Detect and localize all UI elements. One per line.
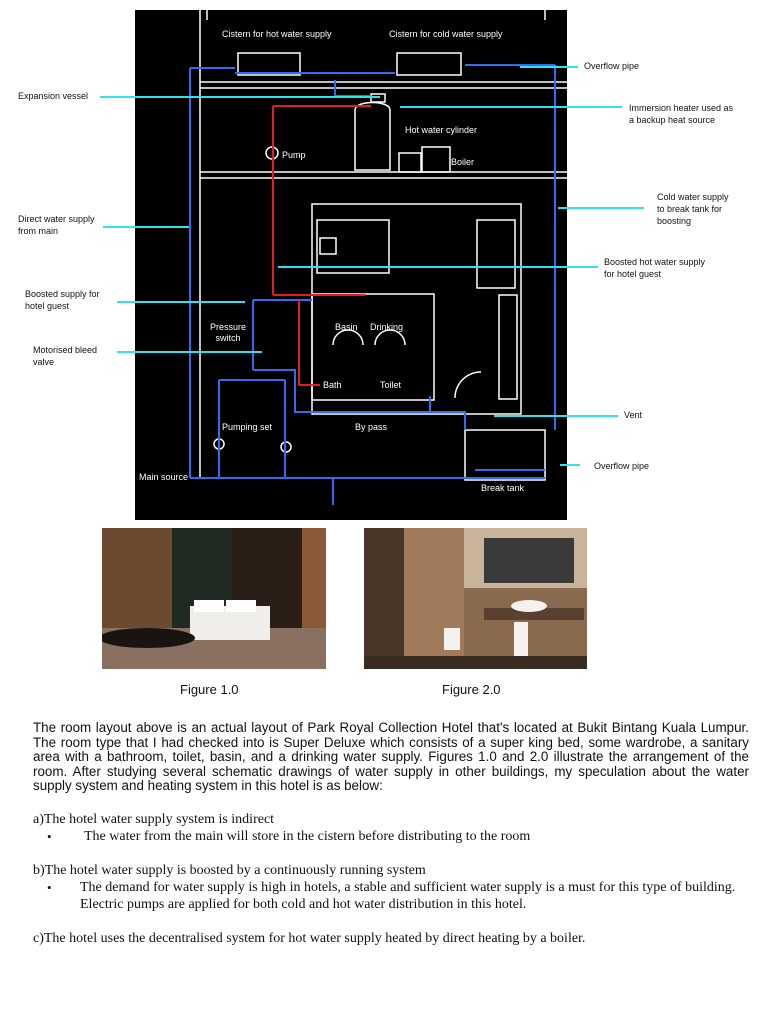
cistern-cold-label: Cistern for cold water supply bbox=[389, 29, 503, 39]
bullet-dot: • bbox=[47, 829, 52, 844]
drinking-label: Drinking bbox=[370, 322, 404, 332]
water-supply-schematic bbox=[135, 10, 567, 520]
body-paragraph: The room layout above is an actual layout of Park Royal Collection Hotel that's located at Bukit Bintang Kuala Lumpur. The room type that I had checked into is Super Deluxe which consists of a super king bed, some wardrobe, a sanitary area with a bathroom, toilet, basin, and a drinking water supply. Figures 1.0 and 2.0 illustrate the arrangement of the room. After studying several schematic drawings of water supply in other buildings, my speculation about the water supply system and heating system in this hotel is as below: bbox=[33, 720, 749, 793]
point-a-bullet: The water from the main will store in the cistern before distributing to the room bbox=[84, 829, 531, 844]
motorised-bleed-valve-callout: Motorised bleed valve bbox=[33, 345, 98, 367]
vent-line bbox=[494, 415, 618, 417]
cold-water-break-tank-callout: Cold water supply to break tank for boosting bbox=[657, 192, 729, 226]
motorised-bleed-valve-line bbox=[117, 351, 262, 353]
point-b-heading: b)The hotel water supply is boosted by a continuously running system bbox=[33, 863, 426, 878]
break-tank-label: Break tank bbox=[481, 483, 525, 493]
immersion-heater-line bbox=[400, 106, 622, 108]
point-a-heading: a)The hotel water supply system is indirect bbox=[33, 812, 275, 827]
boosted-hot-water-line bbox=[278, 266, 598, 268]
pumping-set-label: Pumping set bbox=[222, 422, 273, 432]
hotel-bedroom-photo-icon bbox=[102, 528, 326, 669]
boosted-supply-guest-callout: Boosted supply for hotel guest bbox=[25, 289, 100, 311]
overflow-pipe-bottom-callout: Overflow pipe bbox=[594, 461, 650, 471]
expansion-vessel-line bbox=[100, 96, 380, 98]
cistern-hot-label: Cistern for hot water supply bbox=[222, 29, 332, 39]
point-c-heading: c)The hotel uses the decentralised system for hot water supply heated by direct heating by a boiler. bbox=[33, 931, 586, 946]
expansion-vessel-callout: Expansion vessel bbox=[18, 91, 89, 101]
toilet-label: Toilet bbox=[380, 380, 402, 390]
direct-water-supply-callout: Direct water supply from main bbox=[18, 214, 95, 236]
overflow-pipe-bottom-line bbox=[560, 464, 580, 466]
figure-1-photo bbox=[102, 528, 326, 669]
point-b-bullet: The demand for water supply is high in hotels, a stable and sufficient water supply is a must for this type of building. Electric pumps are applied for both cold and hot water distribution in this hotel. bbox=[80, 880, 736, 912]
basin-label: Basin bbox=[335, 322, 358, 332]
figure-2-caption: Figure 2.0 bbox=[442, 682, 501, 697]
cold-water-break-tank-line bbox=[558, 207, 644, 209]
immersion-heater-callout: Immersion heater used as a backup heat source bbox=[629, 103, 734, 125]
overflow-pipe-top-line bbox=[520, 66, 578, 68]
boosted-hot-water-callout: Boosted hot water supply for hotel guest bbox=[604, 257, 706, 279]
vent-callout: Vent bbox=[624, 410, 643, 420]
main-source-label: Main source bbox=[139, 472, 189, 482]
schematic-drawing bbox=[135, 10, 567, 520]
bath-label: Bath bbox=[323, 380, 342, 390]
hotel-bathroom-photo-icon bbox=[364, 528, 587, 669]
by-pass-label: By pass bbox=[355, 422, 388, 432]
boosted-supply-guest-line bbox=[117, 301, 245, 303]
pump-label: Pump bbox=[282, 150, 306, 160]
direct-water-supply-line bbox=[103, 226, 189, 228]
overflow-pipe-top-callout: Overflow pipe bbox=[584, 61, 640, 71]
figure-2-photo bbox=[364, 528, 587, 669]
pressure-switch-label: Pressure switch bbox=[210, 322, 247, 343]
boiler-label: Boiler bbox=[451, 157, 475, 167]
figure-1-caption: Figure 1.0 bbox=[180, 682, 239, 697]
hot-water-cylinder-label: Hot water cylinder bbox=[405, 125, 478, 135]
bullet-dot: • bbox=[47, 880, 52, 895]
